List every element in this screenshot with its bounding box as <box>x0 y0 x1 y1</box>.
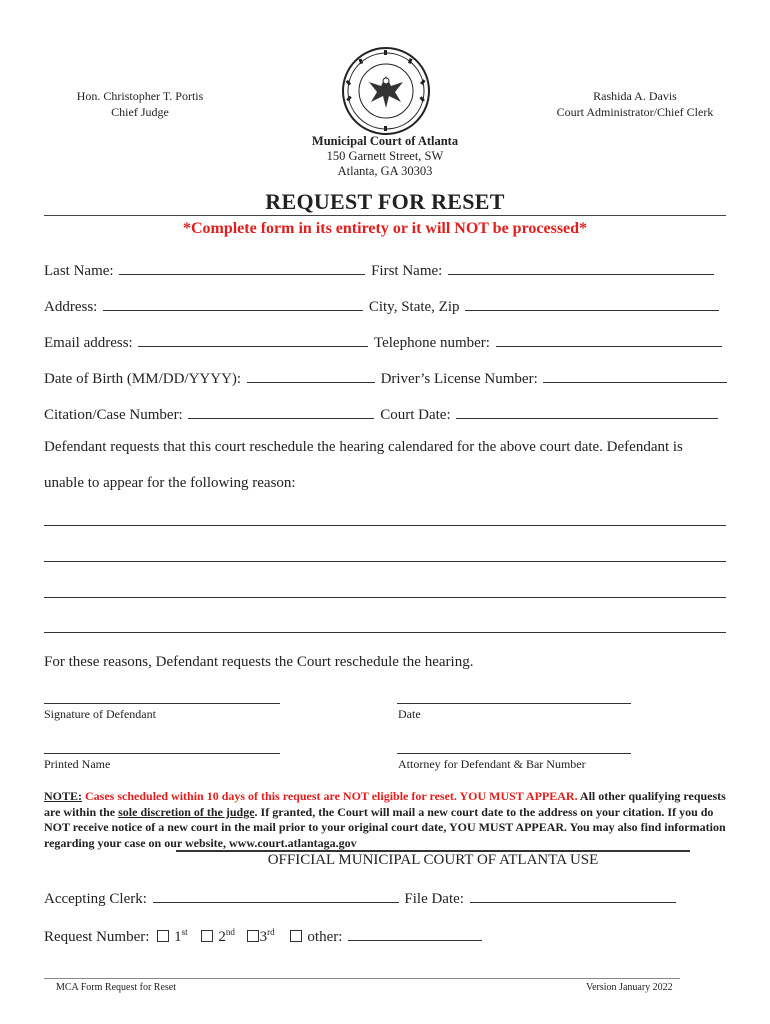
completion-warning: *Complete form in its entirety or it will NOT be processed* <box>182 220 588 237</box>
date-label: Date <box>398 707 421 721</box>
address-row <box>44 296 721 316</box>
reason-line-3[interactable] <box>44 597 726 598</box>
court-date-label: Court Date: <box>380 407 451 423</box>
third-request-checkbox[interactable] <box>247 930 259 942</box>
court-city: Atlanta, GA 30303 <box>337 164 433 178</box>
printed-name-line[interactable] <box>44 753 280 754</box>
chief-judge-title: Chief Judge <box>111 105 169 119</box>
request-text-line2: unable to appear for the following reason: <box>44 475 296 491</box>
closing-statement: For these reasons, Defendant requests the Court reschedule the hearing. <box>44 654 474 670</box>
file-date-field[interactable] <box>470 888 676 903</box>
reason-line-4[interactable] <box>44 632 726 633</box>
request-number-label: Request Number: <box>44 929 150 945</box>
court-address-block <box>260 134 510 179</box>
footer-version: Version January 2022 <box>586 982 673 993</box>
citation-label: Citation/Case Number: <box>44 407 183 423</box>
accepting-clerk-field[interactable] <box>153 888 399 903</box>
court-name: Municipal Court of Atlanta <box>311 134 459 148</box>
first-request-label: 1st <box>174 927 188 945</box>
second-request-checkbox[interactable] <box>201 930 213 942</box>
chief-judge-block <box>40 88 240 120</box>
citation-row <box>44 404 720 424</box>
other-request-label: other: <box>307 929 343 945</box>
title-divider <box>44 215 726 216</box>
court-administrator-title: Court Administrator/Chief Clerk <box>556 105 714 119</box>
clerk-row <box>44 888 678 908</box>
email-label: Email address: <box>44 335 133 351</box>
court-administrator-name: Rashida A. Davis <box>593 89 677 103</box>
request-number-row <box>44 926 484 946</box>
note-text-b: . If granted, the Court will mail a new court date to the address on your citation. If you do NOT receive notice of a new court in the mail prior to your original court date, YOU MUST APPEAR. You may also find information regarding your case on our website, www.court.atlantaga.gov <box>44 804 726 850</box>
other-request-checkbox[interactable] <box>290 930 302 942</box>
court-street: 150 Garnett Street, SW <box>326 149 444 163</box>
request-text-line1: Defendant requests that this court reschedule the hearing calendared for the above court date. Defendant is <box>44 439 683 455</box>
court-date-field[interactable] <box>456 404 718 419</box>
telephone-field[interactable] <box>496 332 722 347</box>
city-state-zip-field[interactable] <box>465 296 719 311</box>
last-name-label: Last Name: <box>44 263 114 279</box>
address-field[interactable] <box>103 296 363 311</box>
signature-label: Signature of Defendant <box>44 707 156 721</box>
chief-judge-name: Hon. Christopher T. Portis <box>76 89 204 103</box>
note-label: NOTE: <box>44 789 83 803</box>
telephone-label: Telephone number: <box>373 335 490 351</box>
note-discretion: sole discretion of the judge <box>118 804 255 819</box>
email-field[interactable] <box>138 332 368 347</box>
first-request-checkbox[interactable] <box>157 930 169 942</box>
third-request-label: 3rd <box>259 927 275 945</box>
footer-divider <box>44 978 680 979</box>
attorney-label: Attorney for Defendant & Bar Number <box>398 757 586 771</box>
citation-field[interactable] <box>188 404 374 419</box>
file-date-label: File Date: <box>404 891 464 907</box>
reason-line-2[interactable] <box>44 561 726 562</box>
footer-form-name: MCA Form Request for Reset <box>56 982 176 993</box>
city-state-zip-label: City, State, Zip <box>368 299 460 315</box>
name-row <box>44 260 716 280</box>
address-label: Address: <box>44 299 98 315</box>
reset-note <box>44 789 734 851</box>
note-text-a: All other qualifying requests are within the <box>44 789 726 819</box>
court-administrator-block <box>520 88 750 120</box>
license-label: Driver’s License Number: <box>380 371 538 387</box>
contact-row <box>44 332 724 352</box>
second-request-label: 2nd <box>218 927 235 945</box>
form-title: REQUEST FOR RESET <box>265 189 505 214</box>
date-line[interactable] <box>397 703 631 704</box>
dob-label: Date of Birth (MM/DD/YYYY): <box>44 371 242 387</box>
note-warning: Cases scheduled within 10 days of this request are NOT eligible for reset. YOU MUST APPEAR. <box>82 789 578 803</box>
dob-field[interactable] <box>247 368 375 383</box>
other-request-field[interactable] <box>348 926 482 941</box>
first-name-field[interactable] <box>448 260 714 275</box>
printed-name-label: Printed Name <box>44 757 111 771</box>
reason-line-1[interactable] <box>44 525 726 526</box>
attorney-line[interactable] <box>397 753 631 754</box>
license-field[interactable] <box>543 368 727 383</box>
official-use-heading: OFFICIAL MUNICIPAL COURT OF ATLANTA USE <box>267 852 599 868</box>
dob-license-row <box>44 368 729 388</box>
city-seal-icon <box>341 46 431 136</box>
first-name-label: First Name: <box>371 263 443 279</box>
last-name-field[interactable] <box>119 260 365 275</box>
signature-line[interactable] <box>44 703 280 704</box>
accepting-clerk-label: Accepting Clerk: <box>44 891 147 907</box>
